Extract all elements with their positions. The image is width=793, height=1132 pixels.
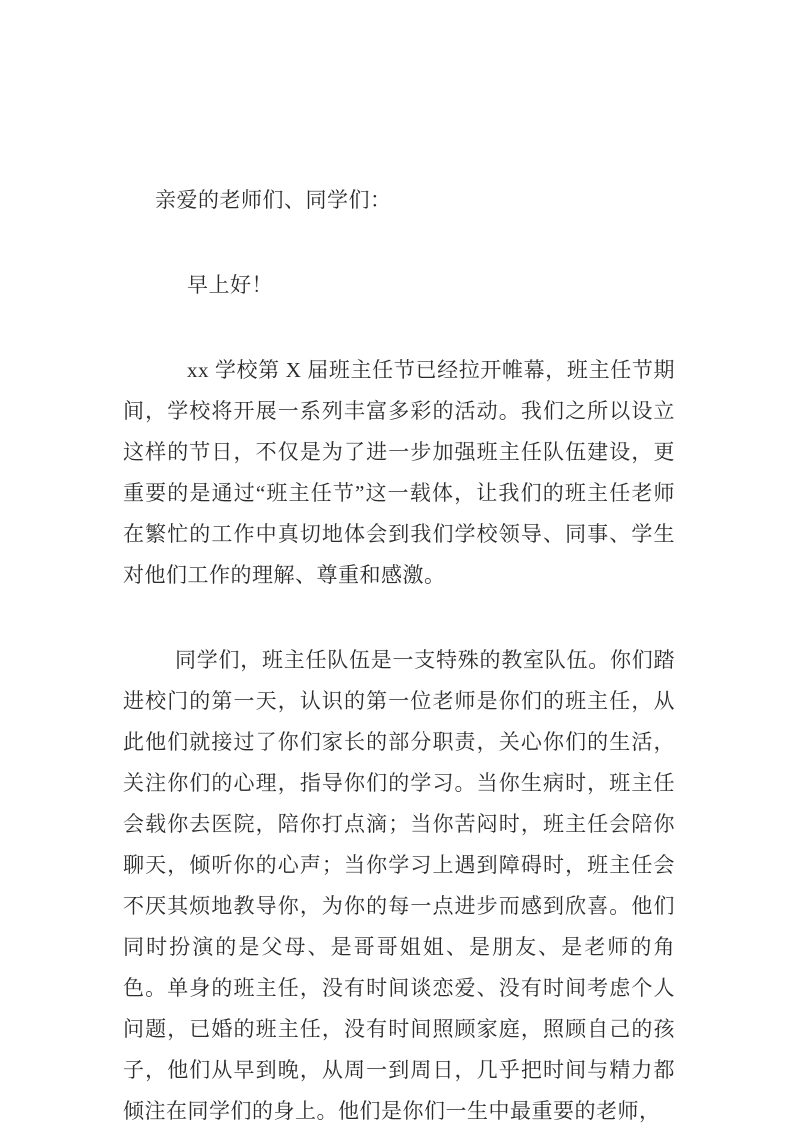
paragraph-main-body: 同学们，班主任队伍是一支特殊的教室队伍。你们踏进校门的第一天，认识的第一位老师是你们的班主任，从此他们就接过了你们家长的部分职责，关心你们的生活，关注你们的心理，指导你们的学习。当你生病时，班主任会载你去医院，陪你打点滴；当你苦闷时，班主任会陪你聊天，倾听你的心声；当你学习上遇到障碍时，班主任会不厌其烦地教导你，为你的每一点进步而感到欣喜。他们同时扮演的是父母、是哥哥姐姐、是朋友、是老师的角色。单身的班主任，没有时间谈恋爱、没有时间考虑个人问题，已婚的班主任，没有时间照顾家庭，照顾自己的孩子，他们从早到晚，从周一到周日，几乎把时间与精力都倾注在同学们的身上。他们是你们一生中最重要的老师， xyxy=(123,648,675,1123)
paragraph-greeting: 早上好！ xyxy=(187,273,273,297)
paragraph-salutation: 亲爱的老师们、同学们： xyxy=(155,188,392,212)
paragraph-intro: xx 学校第 X 届班主任节已经拉开帷幕，班主任节期间，学校将开展一系列丰富多彩的活动。我们之所以设立这样的节日，不仅是为了进一步加强班主任队伍建设，更重要的是通过“班主任节”这一载体，让我们的班主任老师在繁忙的工作中真切地体会到我们学校领导、同事、学生对他们工作的理解、尊重和感激。 xyxy=(123,358,675,587)
